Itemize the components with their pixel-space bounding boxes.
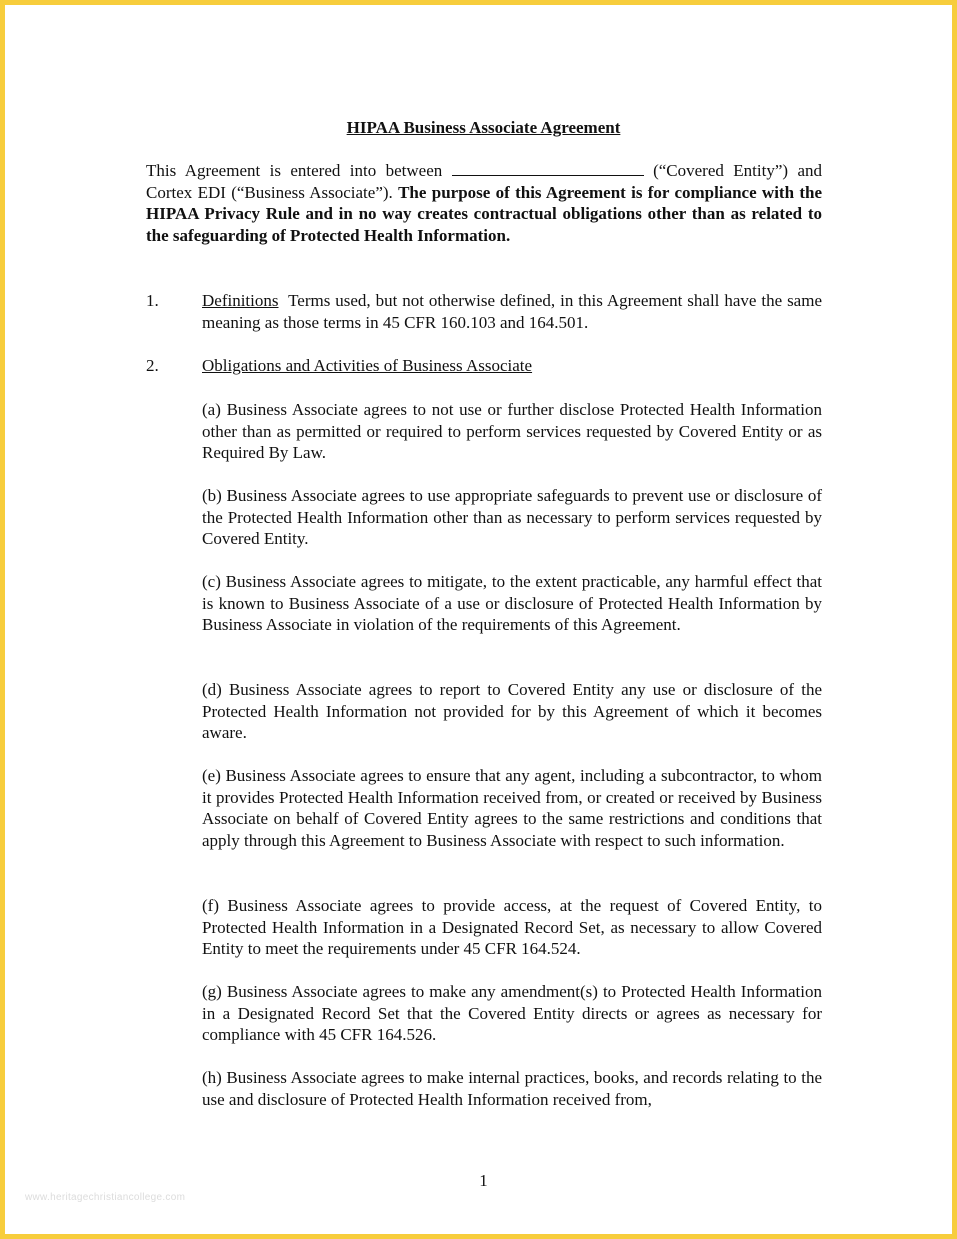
intro-text-before-blank: This Agreement is entered into between	[146, 161, 443, 180]
document-title: HIPAA Business Associate Agreement	[346, 118, 621, 137]
section-1	[146, 290, 822, 333]
intro-paragraph	[146, 160, 822, 246]
watermark: www.heritagechristiancollege.com	[25, 1192, 186, 1203]
section-body	[202, 355, 822, 377]
paragraph-d: (d) Business Associate agrees to report to Covered Entity any use or disclosure of the Protected Health Information not provided for by this Agreement of which it becomes aware.	[202, 680, 822, 742]
section-text: Terms used, but not otherwise defined, in this Agreement shall have the same meaning as those terms in 45 CFR 160.103 and 164.501.	[202, 291, 822, 332]
covered-entity-blank-line	[452, 161, 644, 176]
section-2	[146, 355, 822, 377]
section-body	[202, 290, 822, 333]
section-number: 1.	[146, 291, 159, 310]
paragraph-b: (b) Business Associate agrees to use appropriate safeguards to prevent use or disclosure of the Protected Health Information other than as necessary to perform services requested by Covered Entity.	[202, 486, 822, 548]
paragraph-e: (e) Business Associate agrees to ensure that any agent, including a subcontractor, to whom it provides Protected Health Information received from, or created or received by Business Associate on behalf of Covered Entity agrees to the same restrictions and conditions that apply through this Agreement to Business Associate with respect to such information.	[202, 766, 822, 850]
paragraph-c: (c) Business Associate agrees to mitigate, to the extent practicable, any harmful effect that is known to Business Associate of a use or disclosure of Protected Health Information by Business Associate in violation of the requirements of this Agreement.	[202, 572, 822, 634]
page-number: 1	[479, 1171, 488, 1190]
paragraph-a: (a) Business Associate agrees to not use or further disclose Protected Health Information other than as permitted or required to perform services requested by Covered Entity or as Required By Law.	[202, 400, 822, 462]
section-heading: Obligations and Activities of Business Associate	[202, 356, 533, 375]
section-heading: Definitions	[202, 291, 279, 310]
section-number: 2.	[146, 356, 159, 375]
paragraph-h: (h) Business Associate agrees to make internal practices, books, and records relating to the use and disclosure of Protected Health Information received from,	[202, 1068, 822, 1109]
intro-text-after-blank: (“Covered Entity”) and Cortex EDI (“Business Associate”).	[146, 161, 823, 202]
intro-purpose-statement: The purpose of this Agreement is for compliance with the HIPAA Privacy Rule and in no way creates contractual obligations other than as related to the safeguarding of Protected Health Information.	[146, 182, 823, 245]
paragraph-g: (g) Business Associate agrees to make any amendment(s) to Protected Health Information in a Designated Record Set that the Covered Entity directs or agrees as necessary for compliance with 45 CFR 164.526.	[202, 982, 822, 1044]
paragraph-f: (f) Business Associate agrees to provide access, at the request of Covered Entity, to Protected Health Information in a Designated Record Set, as necessary to allow Covered Entity to meet the requirements under 45 CFR 164.524.	[202, 896, 822, 958]
